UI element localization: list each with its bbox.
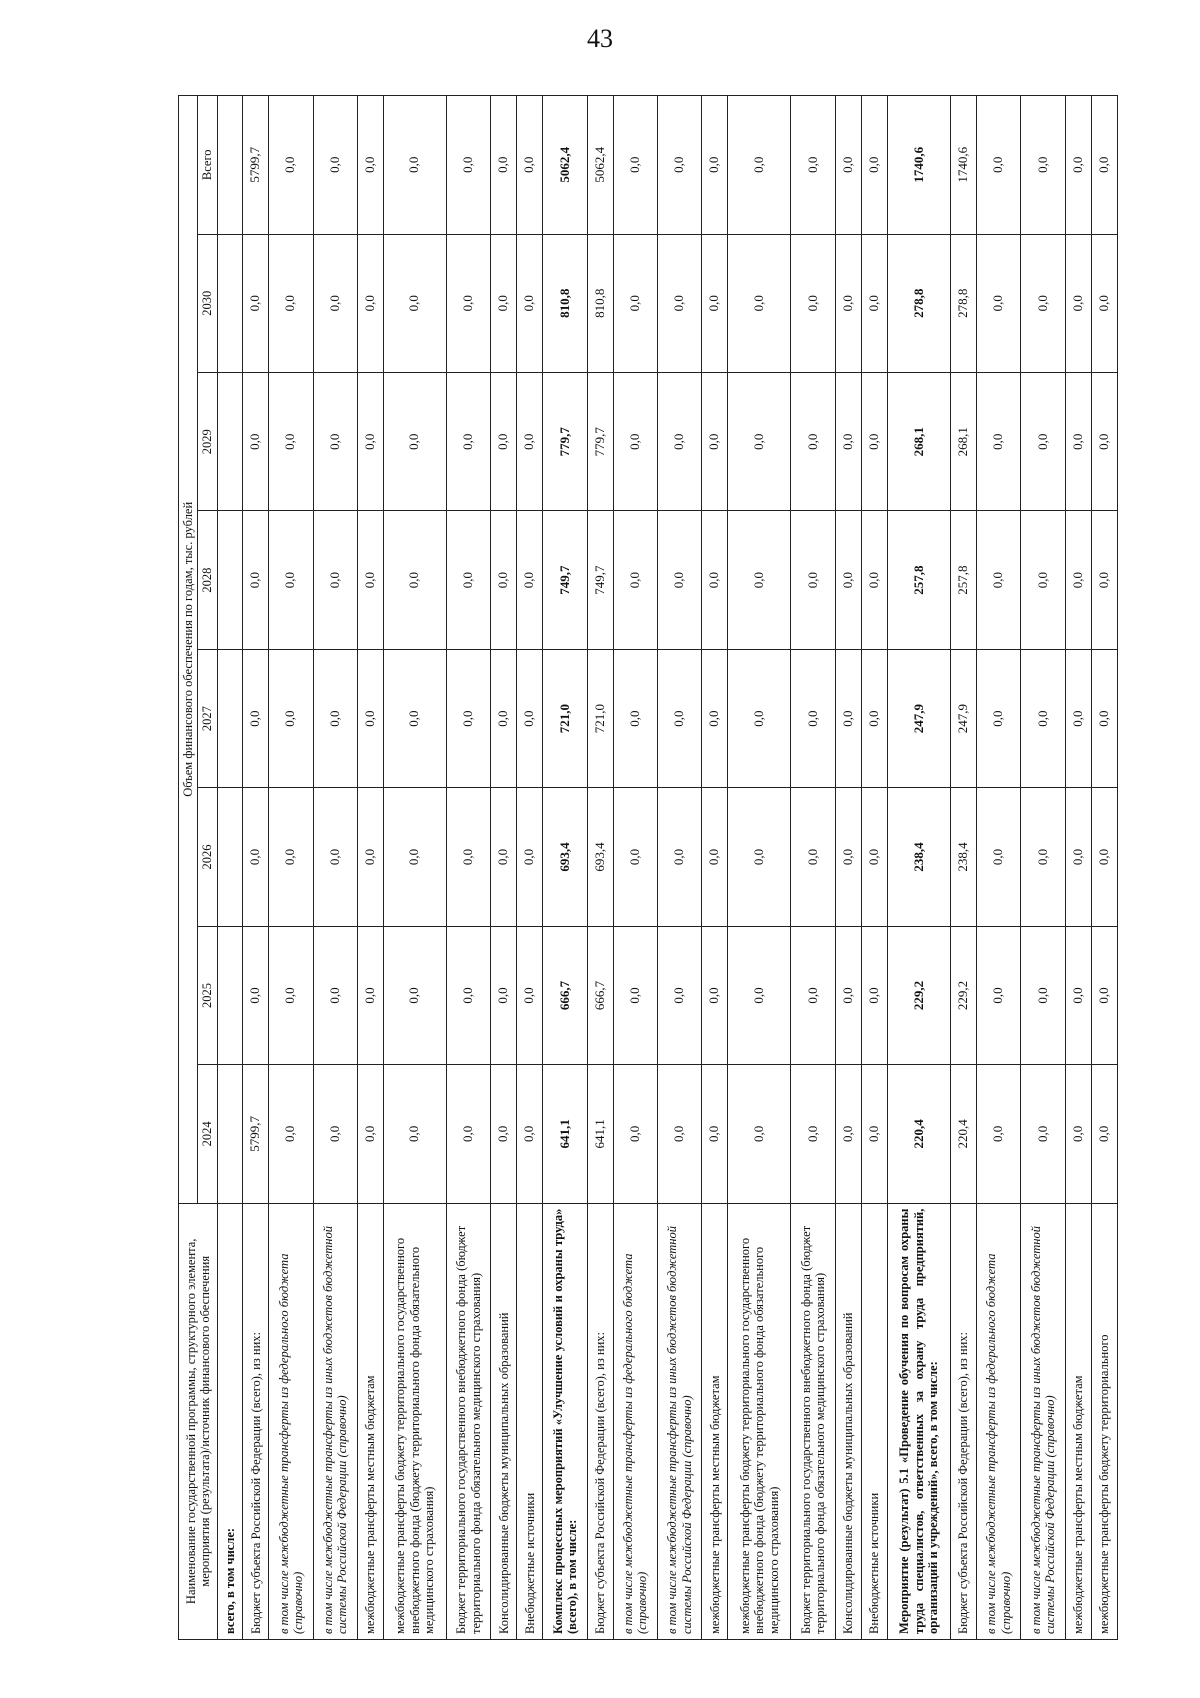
- table-row: [613, 96, 657, 1640]
- value-cell: 0,0: [491, 372, 517, 510]
- value-cell: 0,0: [313, 1065, 357, 1203]
- value-cell: 278,8: [887, 234, 950, 372]
- value-cell: 0,0: [313, 372, 357, 510]
- value-cell: 0,0: [1091, 1065, 1117, 1203]
- value-cell: 5062,4: [587, 96, 613, 235]
- value-cell: 229,2: [951, 926, 977, 1064]
- value-cell: 0,0: [977, 926, 1021, 1064]
- value-cell: 0,0: [491, 96, 517, 235]
- value-cell: 0,0: [658, 372, 702, 510]
- value-cell: 0,0: [861, 1065, 887, 1203]
- value-cell: 0,0: [446, 926, 490, 1064]
- value-cell: 0,0: [728, 649, 791, 787]
- value-cell: 0,0: [1065, 788, 1091, 926]
- value-cell: 693,4: [587, 788, 613, 926]
- value-cell: 0,0: [835, 96, 861, 235]
- column-header: 2026: [198, 788, 217, 926]
- value-cell: 0,0: [791, 96, 835, 235]
- value-cell: 0,0: [446, 788, 490, 926]
- value-cell: 0,0: [313, 649, 357, 787]
- value-cell: 0,0: [243, 511, 269, 649]
- value-cell: 1740,6: [887, 96, 950, 235]
- value-cell: 0,0: [613, 511, 657, 649]
- value-cell: 5799,7: [243, 1065, 269, 1203]
- row-label: в том числе межбюджетные трансферты из иных бюджетов бюджетной системы Российской Федерации (справочно): [1021, 1203, 1065, 1639]
- value-cell: 0,0: [835, 788, 861, 926]
- value-cell: 0,0: [658, 788, 702, 926]
- value-cell: 0,0: [357, 788, 383, 926]
- value-cell: 0,0: [383, 372, 446, 510]
- value-cell: 779,7: [543, 372, 587, 510]
- table-row: [977, 96, 1021, 1640]
- value-cell: 0,0: [357, 372, 383, 510]
- table-row: [702, 96, 728, 1640]
- value-cell: 0,0: [383, 234, 446, 372]
- value-cell: 268,1: [951, 372, 977, 510]
- value-cell: 0,0: [357, 1065, 383, 1203]
- value-cell: 0,0: [517, 1065, 543, 1203]
- page-number: 43: [587, 24, 613, 53]
- value-cell: 0,0: [977, 788, 1021, 926]
- value-cell: 0,0: [702, 234, 728, 372]
- value-cell: [217, 234, 242, 372]
- value-cell: 0,0: [517, 649, 543, 787]
- value-cell: 0,0: [269, 234, 313, 372]
- value-cell: 0,0: [791, 788, 835, 926]
- value-cell: [217, 372, 242, 510]
- value-cell: 0,0: [835, 511, 861, 649]
- value-cell: 0,0: [383, 649, 446, 787]
- value-cell: 749,7: [543, 511, 587, 649]
- value-cell: 0,0: [446, 234, 490, 372]
- table-row: [517, 96, 543, 1640]
- value-cell: 0,0: [313, 788, 357, 926]
- table-row: [243, 96, 269, 1640]
- table-body: [217, 96, 1117, 1640]
- value-cell: 0,0: [269, 372, 313, 510]
- row-label: Бюджет территориального государственного внебюджетного фонда (бюджет территориального фонда обязательного медицинского страхования): [446, 1203, 490, 1639]
- value-cell: 0,0: [702, 788, 728, 926]
- row-label: Бюджет субъекта Российской Федерации (всего), из них:: [243, 1203, 269, 1639]
- table-row: [446, 96, 490, 1640]
- value-cell: 0,0: [269, 649, 313, 787]
- value-cell: 247,9: [887, 649, 950, 787]
- value-cell: 278,8: [951, 234, 977, 372]
- value-cell: 0,0: [269, 511, 313, 649]
- value-cell: 0,0: [383, 926, 446, 1064]
- value-cell: 0,0: [658, 234, 702, 372]
- value-cell: 0,0: [702, 511, 728, 649]
- value-cell: 0,0: [977, 1065, 1021, 1203]
- row-label: в том числе межбюджетные трансферты из федерального бюджета (справочно): [613, 1203, 657, 1639]
- value-cell: 0,0: [728, 1065, 791, 1203]
- value-cell: 0,0: [613, 96, 657, 235]
- value-cell: 0,0: [1091, 649, 1117, 787]
- value-cell: 0,0: [1021, 649, 1065, 787]
- value-cell: 0,0: [1091, 788, 1117, 926]
- value-cell: 0,0: [313, 926, 357, 1064]
- value-cell: 0,0: [1065, 926, 1091, 1064]
- value-cell: 0,0: [977, 511, 1021, 649]
- value-cell: 0,0: [861, 96, 887, 235]
- table-row: [357, 96, 383, 1640]
- value-cell: 0,0: [658, 649, 702, 787]
- value-cell: 0,0: [357, 926, 383, 1064]
- value-cell: [217, 511, 242, 649]
- column-header: 2028: [198, 511, 217, 649]
- table-row: [543, 96, 587, 1640]
- value-cell: 0,0: [861, 926, 887, 1064]
- value-cell: 0,0: [791, 234, 835, 372]
- value-cell: [217, 96, 242, 235]
- value-cell: 268,1: [887, 372, 950, 510]
- value-cell: 0,0: [491, 1065, 517, 1203]
- value-cell: 810,8: [543, 234, 587, 372]
- value-cell: 0,0: [517, 372, 543, 510]
- value-cell: 0,0: [313, 511, 357, 649]
- table-row: [313, 96, 357, 1640]
- value-cell: 0,0: [491, 788, 517, 926]
- value-cell: 0,0: [357, 511, 383, 649]
- value-cell: 0,0: [491, 511, 517, 649]
- value-cell: [217, 1065, 242, 1203]
- value-cell: [217, 926, 242, 1064]
- value-cell: 0,0: [791, 926, 835, 1064]
- value-cell: 0,0: [613, 234, 657, 372]
- value-cell: 0,0: [383, 511, 446, 649]
- row-label: Бюджет субъекта Российской Федерации (всего), из них:: [587, 1203, 613, 1639]
- column-header: 2029: [198, 372, 217, 510]
- value-cell: 0,0: [702, 96, 728, 235]
- value-cell: 810,8: [587, 234, 613, 372]
- value-cell: 0,0: [243, 788, 269, 926]
- value-cell: 0,0: [977, 372, 1021, 510]
- value-cell: 0,0: [613, 788, 657, 926]
- value-cell: 0,0: [383, 1065, 446, 1203]
- value-cell: 0,0: [383, 96, 446, 235]
- table-row: [861, 96, 887, 1640]
- value-cell: 0,0: [702, 1065, 728, 1203]
- table-row: [491, 96, 517, 1640]
- value-cell: 0,0: [446, 96, 490, 235]
- value-cell: 0,0: [835, 1065, 861, 1203]
- row-label: межбюджетные трансферты местным бюджетам: [1065, 1203, 1091, 1639]
- value-cell: 0,0: [1065, 234, 1091, 372]
- value-cell: 0,0: [1065, 96, 1091, 235]
- value-cell: 0,0: [517, 511, 543, 649]
- value-cell: 5062,4: [543, 96, 587, 235]
- value-cell: [217, 649, 242, 787]
- value-cell: 0,0: [357, 96, 383, 235]
- row-label: Внебюджетные источники: [861, 1203, 887, 1639]
- value-cell: 0,0: [491, 926, 517, 1064]
- value-cell: 0,0: [357, 234, 383, 372]
- value-cell: 1740,6: [951, 96, 977, 235]
- value-cell: 0,0: [702, 649, 728, 787]
- value-cell: 0,0: [861, 788, 887, 926]
- value-cell: 779,7: [587, 372, 613, 510]
- table-row: [269, 96, 313, 1640]
- value-cell: 0,0: [1021, 788, 1065, 926]
- column-header: Всего: [198, 96, 217, 235]
- row-label: Мероприятие (результат) 5.1 «Проведение обучения по вопросам охраны труда специалистов, ответственных за охрану труда предприятий, организаций и учреждений», всего, в том числе:: [887, 1203, 950, 1639]
- value-cell: 0,0: [977, 96, 1021, 235]
- value-cell: 0,0: [658, 96, 702, 235]
- value-cell: 0,0: [613, 1065, 657, 1203]
- table-row: [587, 96, 613, 1640]
- value-cell: 0,0: [1065, 1065, 1091, 1203]
- row-label: всего, в том числе:: [217, 1203, 242, 1639]
- value-cell: 0,0: [1021, 234, 1065, 372]
- value-cell: 0,0: [835, 926, 861, 1064]
- value-cell: 0,0: [702, 372, 728, 510]
- value-cell: 693,4: [543, 788, 587, 926]
- value-cell: [217, 788, 242, 926]
- value-cell: 0,0: [613, 649, 657, 787]
- row-label: в том числе межбюджетные трансферты из федерального бюджета (справочно): [269, 1203, 313, 1639]
- row-label: межбюджетные трансферты бюджету территориального: [1091, 1203, 1117, 1639]
- value-cell: 0,0: [1065, 372, 1091, 510]
- value-cell: 0,0: [269, 1065, 313, 1203]
- value-cell: 0,0: [491, 649, 517, 787]
- value-cell: 0,0: [835, 372, 861, 510]
- table-row: [217, 96, 242, 1640]
- table-row: [383, 96, 446, 1640]
- row-label: в том числе межбюджетные трансферты из иных бюджетов бюджетной системы Российской Федерации (справочно): [313, 1203, 357, 1639]
- value-cell: 0,0: [1091, 511, 1117, 649]
- row-label: Внебюджетные источники: [517, 1203, 543, 1639]
- row-label: в том числе межбюджетные трансферты из иных бюджетов бюджетной системы Российской Федерации (справочно): [658, 1203, 702, 1639]
- table-row: [1021, 96, 1065, 1640]
- value-cell: 0,0: [1021, 1065, 1065, 1203]
- value-cell: 0,0: [835, 234, 861, 372]
- value-cell: 641,1: [543, 1065, 587, 1203]
- value-cell: 0,0: [1091, 926, 1117, 1064]
- value-cell: 0,0: [791, 372, 835, 510]
- value-cell: 666,7: [587, 926, 613, 1064]
- value-cell: 0,0: [1021, 372, 1065, 510]
- value-cell: 0,0: [243, 372, 269, 510]
- value-cell: 0,0: [658, 511, 702, 649]
- value-cell: 0,0: [313, 234, 357, 372]
- row-label: Консолидированные бюджеты муниципальных образований: [835, 1203, 861, 1639]
- value-cell: 0,0: [728, 96, 791, 235]
- value-cell: 749,7: [587, 511, 613, 649]
- value-cell: 0,0: [613, 926, 657, 1064]
- column-header: 2030: [198, 234, 217, 372]
- value-cell: 220,4: [887, 1065, 950, 1203]
- value-cell: 257,8: [887, 511, 950, 649]
- value-cell: 5799,7: [243, 96, 269, 235]
- value-cell: 0,0: [1021, 96, 1065, 235]
- value-cell: 0,0: [243, 234, 269, 372]
- row-label: Комплекс процессных мероприятий «Улучшение условий и охраны труда» (всего), в том числе:: [543, 1203, 587, 1639]
- value-cell: 238,4: [951, 788, 977, 926]
- value-cell: 0,0: [446, 1065, 490, 1203]
- value-cell: 0,0: [702, 926, 728, 1064]
- table-row: [835, 96, 861, 1640]
- rotated-table-container: [178, 95, 1118, 1640]
- value-cell: 229,2: [887, 926, 950, 1064]
- value-cell: 0,0: [269, 926, 313, 1064]
- value-cell: 220,4: [951, 1065, 977, 1203]
- row-label: межбюджетные трансферты бюджету территориального государственного внебюджетного фонда (бюджету территориального фонда обязательного медицинского страхования): [728, 1203, 791, 1639]
- table-row: [1065, 96, 1091, 1640]
- value-cell: 0,0: [1091, 234, 1117, 372]
- value-cell: 0,0: [517, 96, 543, 235]
- column-header: 2025: [198, 926, 217, 1064]
- value-cell: 0,0: [977, 234, 1021, 372]
- column-header: 2027: [198, 649, 217, 787]
- value-cell: 0,0: [313, 96, 357, 235]
- row-label: в том числе межбюджетные трансферты из федерального бюджета (справочно): [977, 1203, 1021, 1639]
- row-label: межбюджетные трансферты бюджету территориального государственного внебюджетного фонда (бюджету территориального фонда обязательного медицинского страхования): [383, 1203, 446, 1639]
- value-cell: 0,0: [446, 372, 490, 510]
- column-header: 2024: [198, 1065, 217, 1203]
- value-cell: 0,0: [658, 1065, 702, 1203]
- value-cell: 666,7: [543, 926, 587, 1064]
- value-cell: 0,0: [728, 788, 791, 926]
- table-row: [728, 96, 791, 1640]
- value-cell: 0,0: [1021, 511, 1065, 649]
- value-cell: 0,0: [446, 649, 490, 787]
- row-label: межбюджетные трансферты местным бюджетам: [357, 1203, 383, 1639]
- value-cell: 0,0: [861, 649, 887, 787]
- value-cell: 0,0: [243, 926, 269, 1064]
- value-cell: 0,0: [491, 234, 517, 372]
- value-cell: 0,0: [243, 649, 269, 787]
- value-cell: 238,4: [887, 788, 950, 926]
- value-cell: 0,0: [1091, 372, 1117, 510]
- value-cell: 0,0: [517, 926, 543, 1064]
- value-cell: 721,0: [543, 649, 587, 787]
- value-cell: 0,0: [1091, 96, 1117, 235]
- value-cell: 0,0: [1065, 649, 1091, 787]
- value-cell: 641,1: [587, 1065, 613, 1203]
- table-row: [1091, 96, 1117, 1640]
- value-cell: 0,0: [791, 1065, 835, 1203]
- value-cell: 0,0: [383, 788, 446, 926]
- value-cell: 0,0: [977, 649, 1021, 787]
- value-cell: 0,0: [269, 788, 313, 926]
- value-cell: 247,9: [951, 649, 977, 787]
- value-cell: 0,0: [728, 234, 791, 372]
- value-cell: 0,0: [861, 511, 887, 649]
- value-cell: 0,0: [791, 511, 835, 649]
- value-cell: 0,0: [613, 372, 657, 510]
- value-cell: 0,0: [517, 234, 543, 372]
- row-label: Бюджет территориального государственного внебюджетного фонда (бюджет территориального фонда обязательного медицинского страхования): [791, 1203, 835, 1639]
- value-cell: 0,0: [1021, 926, 1065, 1064]
- value-cell: 0,0: [791, 649, 835, 787]
- value-cell: 0,0: [357, 649, 383, 787]
- value-cell: 0,0: [269, 96, 313, 235]
- table-row: [791, 96, 835, 1640]
- header-name-cell: Наименование государственной программы, структурного элемента, мероприятия (результата)/источник финансового обеспечения: [179, 1203, 218, 1639]
- value-cell: 0,0: [517, 788, 543, 926]
- financing-table: [178, 95, 1118, 1640]
- value-cell: 0,0: [728, 372, 791, 510]
- value-cell: 0,0: [728, 511, 791, 649]
- table-row: [658, 96, 702, 1640]
- value-cell: 0,0: [728, 926, 791, 1064]
- value-cell: 257,8: [951, 511, 977, 649]
- value-cell: 0,0: [658, 926, 702, 1064]
- table-row: [951, 96, 977, 1640]
- value-cell: 0,0: [861, 234, 887, 372]
- value-cell: 721,0: [587, 649, 613, 787]
- table-row: [887, 96, 950, 1640]
- value-cell: 0,0: [1065, 511, 1091, 649]
- value-cell: 0,0: [861, 372, 887, 510]
- row-label: Консолидированные бюджеты муниципальных образований: [491, 1203, 517, 1639]
- value-cell: 0,0: [835, 649, 861, 787]
- row-label: Бюджет субъекта Российской Федерации (всего), из них:: [951, 1203, 977, 1639]
- header-volume-cell: Объем финансового обеспечения по годам, тыс. рублей: [179, 96, 198, 1204]
- value-cell: 0,0: [446, 511, 490, 649]
- row-label: межбюджетные трансферты местным бюджетам: [702, 1203, 728, 1639]
